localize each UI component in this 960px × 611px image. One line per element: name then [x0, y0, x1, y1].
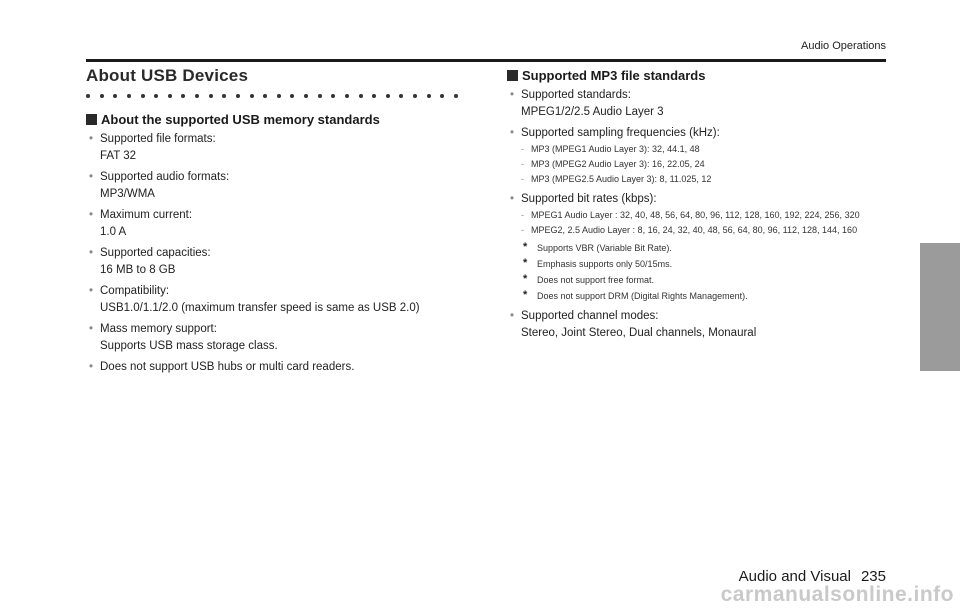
sub-item-text: MP3 (MPEG1 Audio Layer 3): 32, 44.1, 48	[531, 144, 700, 154]
header-rule	[86, 59, 886, 62]
usb-standards-heading	[86, 112, 466, 127]
divider-dot	[331, 94, 335, 98]
list-item	[86, 207, 466, 241]
list-item	[507, 191, 897, 304]
note-item	[521, 288, 897, 304]
item-label: Supported standards:	[521, 89, 631, 101]
divider-dot	[154, 94, 158, 98]
divider-dot	[86, 94, 90, 98]
item-label: Maximum current:	[100, 209, 193, 221]
list-item	[86, 321, 466, 355]
mp3-standards-list	[507, 87, 897, 342]
divider-dot	[100, 94, 104, 98]
divider-dot	[236, 94, 240, 98]
dash-icon: -	[521, 225, 524, 235]
sampling-sublist	[521, 142, 897, 187]
note-item	[521, 272, 897, 288]
item-value: FAT 32	[100, 150, 137, 162]
note-item	[521, 240, 897, 256]
bullet-icon: •	[89, 209, 94, 221]
bullet-icon: •	[89, 323, 94, 335]
divider-dot	[427, 94, 431, 98]
asterisk-icon: *	[523, 273, 528, 285]
divider-dot	[222, 94, 226, 98]
bullet-icon: •	[89, 171, 94, 183]
chapter-side-tab	[920, 243, 960, 371]
divider-dot	[359, 94, 363, 98]
sub-item-text: MP3 (MPEG2.5 Audio Layer 3): 8, 11.025, 12	[531, 174, 712, 184]
sub-item	[521, 172, 897, 187]
divider-dot	[413, 94, 417, 98]
watermark: carmanualsonline.info	[720, 583, 954, 606]
list-item	[507, 87, 897, 121]
sub-item	[521, 208, 897, 223]
bullet-icon: •	[89, 361, 94, 373]
page-title: About USB Devices	[86, 66, 249, 85]
list-item	[86, 169, 466, 203]
divider-dot	[318, 94, 322, 98]
divider-dot	[168, 94, 172, 98]
list-item	[507, 308, 897, 342]
list-item	[86, 359, 466, 376]
dash-icon: -	[521, 174, 524, 184]
dash-icon: -	[521, 210, 524, 220]
bullet-icon: •	[89, 285, 94, 297]
note-text: Does not support DRM (Digital Rights Management).	[537, 291, 748, 301]
item-label: Supported audio formats:	[100, 171, 230, 183]
dotted-divider	[86, 94, 458, 98]
divider-dot	[386, 94, 390, 98]
sub-item	[521, 223, 897, 238]
divider-dot	[141, 94, 145, 98]
divider-dot	[372, 94, 376, 98]
footer-section: Audio and Visual	[738, 568, 851, 585]
mp3-standards-heading-text: Supported MP3 file standards	[522, 68, 706, 83]
item-label: Supported bit rates (kbps):	[521, 193, 657, 205]
divider-dot	[304, 94, 308, 98]
divider-dot	[345, 94, 349, 98]
usb-standards-list	[86, 131, 466, 376]
sub-item-text: MPEG1 Audio Layer : 32, 40, 48, 56, 64, 80, 96, 112, 128, 160, 192, 224, 256, 320	[531, 210, 860, 220]
sub-item-text: MPEG2, 2.5 Audio Layer : 8, 16, 24, 32, 40, 48, 56, 64, 80, 96, 112, 128, 144, 160	[531, 225, 858, 235]
bullet-icon: •	[89, 247, 94, 259]
divider-dot	[127, 94, 131, 98]
divider-dot	[113, 94, 117, 98]
divider-dot	[181, 94, 185, 98]
square-bullet-icon	[507, 70, 518, 81]
square-bullet-icon	[86, 114, 97, 125]
asterisk-icon: *	[523, 289, 528, 301]
item-label: Supported capacities:	[100, 247, 211, 259]
divider-dot	[290, 94, 294, 98]
bullet-icon: •	[510, 89, 515, 101]
item-label: Compatibility:	[100, 285, 170, 297]
divider-dot	[277, 94, 281, 98]
dash-icon: -	[521, 144, 524, 154]
bullet-icon: •	[89, 133, 94, 145]
bullet-icon: •	[510, 310, 515, 322]
divider-dot	[263, 94, 267, 98]
item-value: MP3/WMA	[100, 188, 155, 200]
list-item	[86, 131, 466, 165]
list-item	[86, 283, 466, 317]
right-column	[507, 66, 897, 346]
divider-dot	[250, 94, 254, 98]
divider-dot	[440, 94, 444, 98]
running-header: Audio Operations	[801, 40, 886, 52]
divider-dot	[454, 94, 458, 98]
item-label: Does not support USB hubs or multi card readers.	[100, 361, 355, 373]
sub-item	[521, 157, 897, 172]
item-value: 1.0 A	[100, 226, 127, 238]
page-number: 235	[860, 568, 886, 585]
divider-dot	[195, 94, 199, 98]
list-item	[86, 245, 466, 279]
left-column	[86, 66, 466, 380]
note-text: Emphasis supports only 50/15ms.	[537, 259, 673, 269]
sub-item	[521, 142, 897, 157]
item-value: 16 MB to 8 GB	[100, 264, 176, 276]
usb-standards-heading-text: About the supported USB memory standards	[101, 112, 380, 127]
divider-dot	[399, 94, 403, 98]
item-value: Supports USB mass storage class.	[100, 340, 278, 352]
item-label: Supported sampling frequencies (kHz):	[521, 127, 720, 139]
item-label: Supported file formats:	[100, 133, 216, 145]
bullet-icon: •	[510, 193, 515, 205]
asterisk-icon: *	[523, 257, 528, 269]
sub-item-text: MP3 (MPEG2 Audio Layer 3): 16, 22.05, 24	[531, 159, 705, 169]
bitrates-sublist	[521, 208, 897, 238]
list-item	[507, 125, 897, 187]
dash-icon: -	[521, 159, 524, 169]
asterisk-icon: *	[523, 241, 528, 253]
item-label: Supported channel modes:	[521, 310, 659, 322]
note-text: Supports VBR (Variable Bit Rate).	[537, 243, 672, 253]
mp3-standards-heading	[507, 68, 897, 83]
item-value: USB1.0/1.1/2.0 (maximum transfer speed is same as USB 2.0)	[100, 302, 420, 314]
item-value: MPEG1/2/2.5 Audio Layer 3	[521, 106, 664, 118]
bullet-icon: •	[510, 127, 515, 139]
item-label: Mass memory support:	[100, 323, 217, 335]
note-text: Does not support free format.	[537, 275, 655, 285]
bitrates-notes	[521, 240, 897, 304]
note-item	[521, 256, 897, 272]
item-value: Stereo, Joint Stereo, Dual channels, Monaural	[521, 327, 757, 339]
divider-dot	[209, 94, 213, 98]
